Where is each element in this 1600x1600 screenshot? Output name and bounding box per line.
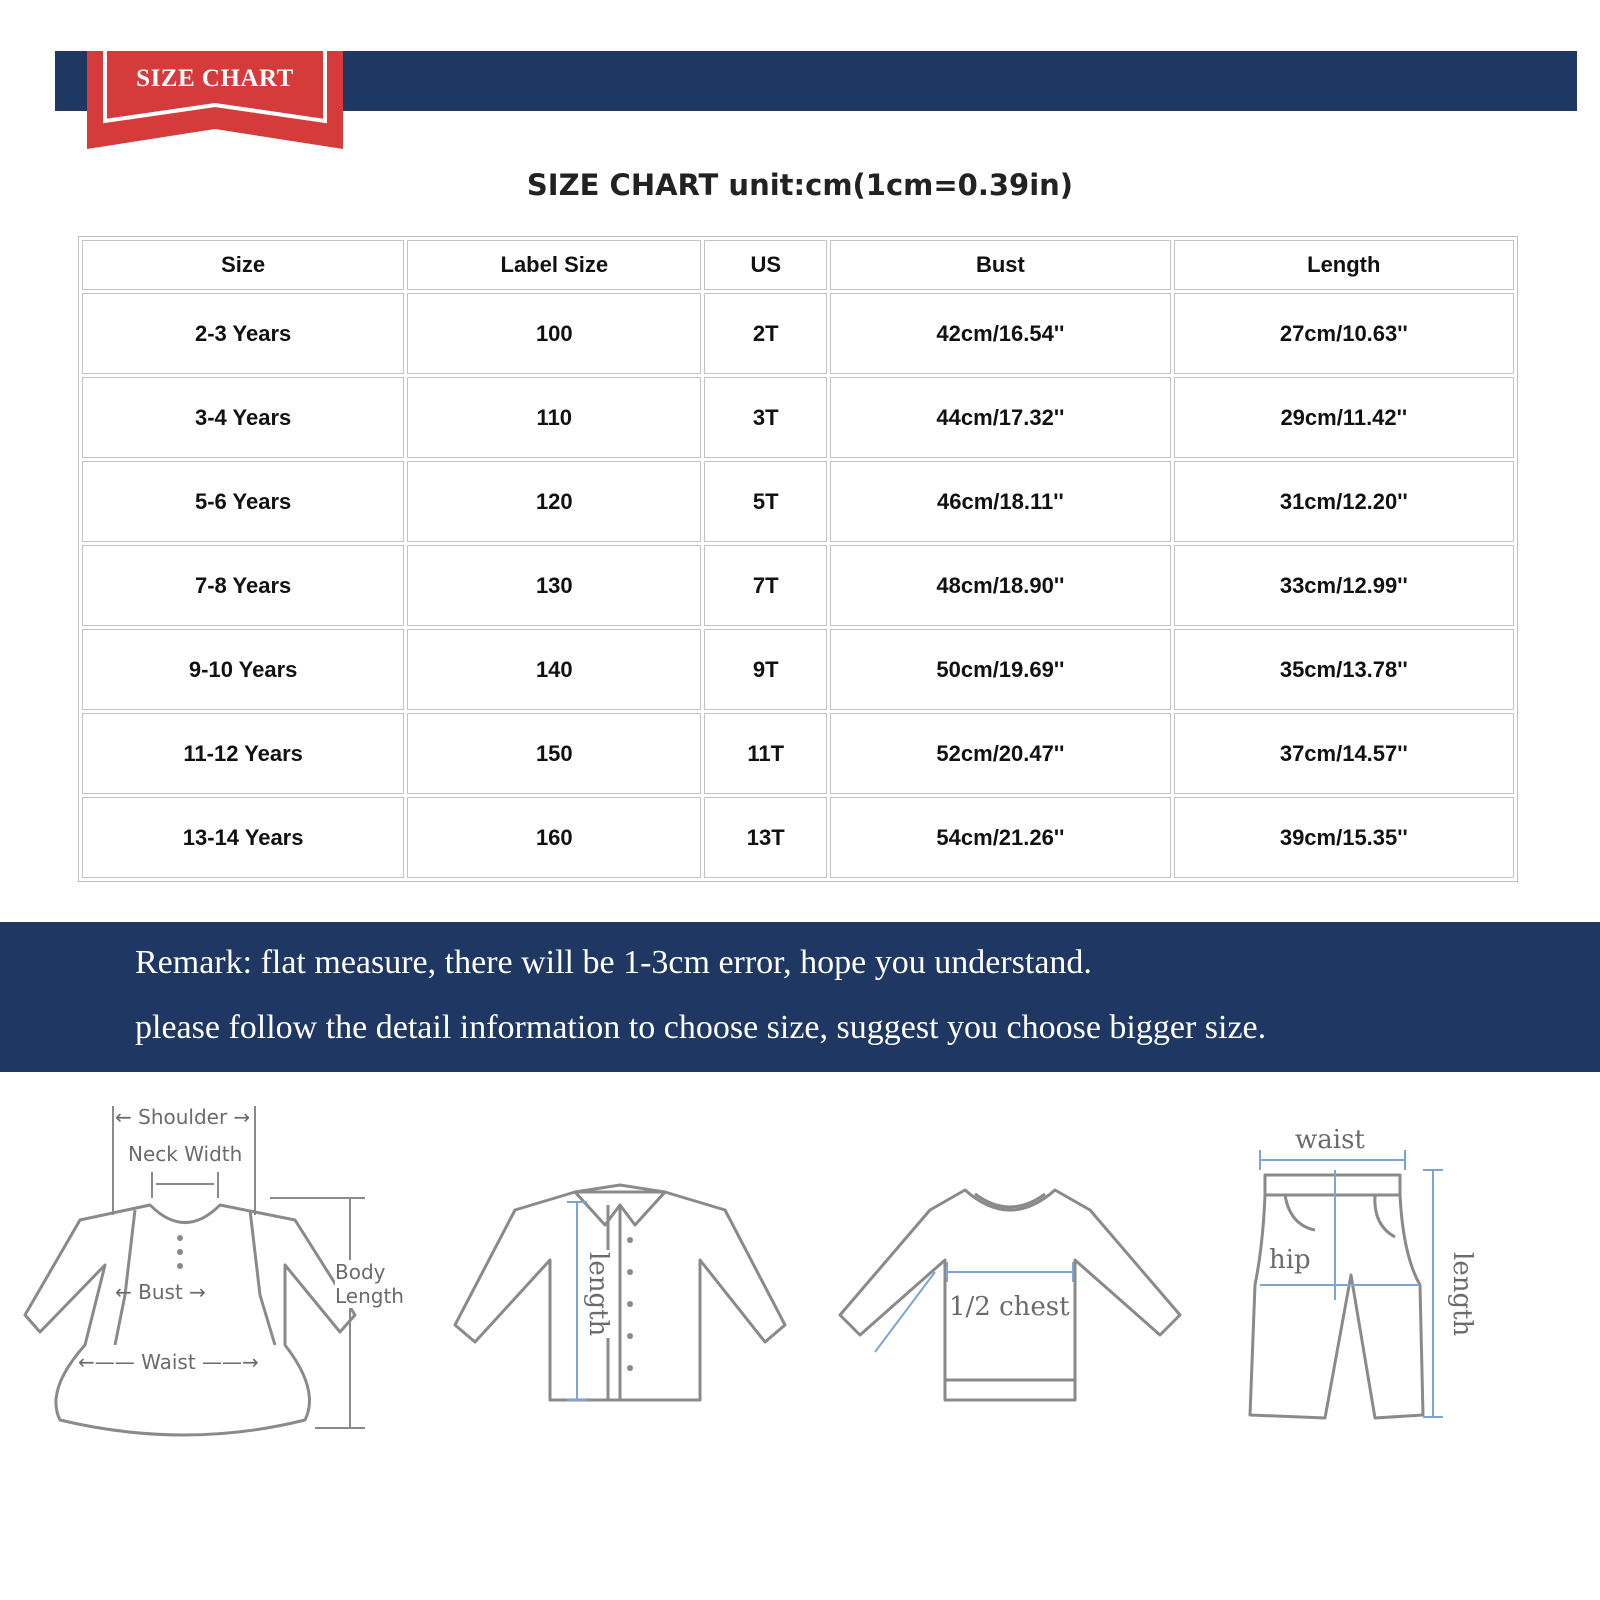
shoulder-label: ← Shoulder → (115, 1105, 251, 1129)
dress-diagram (15, 1100, 415, 1440)
table-row (82, 713, 1514, 794)
table-cell: 120 (407, 461, 701, 542)
table-cell: 9T (704, 629, 827, 710)
table-row (82, 377, 1514, 458)
pants-length-label: length (1447, 1252, 1477, 1337)
table-row (82, 797, 1514, 878)
table-cell: 46cm/18.11'' (830, 461, 1170, 542)
table-cell: 13-14 Years (82, 797, 404, 878)
column-header-label-size: Label Size (407, 240, 701, 290)
neck-width-label: Neck Width (128, 1142, 243, 1166)
table-cell: 11T (704, 713, 827, 794)
table-cell: 110 (407, 377, 701, 458)
waist-label: ←—— Waist ——→ (78, 1350, 259, 1374)
remark-line-2: please follow the detail information to choose size, suggest you choose bigger size. (135, 1009, 1267, 1046)
remark-band (0, 922, 1600, 1072)
table-cell: 7-8 Years (82, 545, 404, 626)
table-cell: 9-10 Years (82, 629, 404, 710)
table-cell: 140 (407, 629, 701, 710)
ribbon-label: SIZE CHART (136, 65, 294, 92)
table-cell: 31cm/12.20'' (1174, 461, 1514, 542)
bust-label: ← Bust → (115, 1280, 206, 1304)
shirt-length-label: length (583, 1252, 613, 1337)
body-length-label: Body Length (335, 1260, 404, 1308)
table-cell: 37cm/14.57'' (1174, 713, 1514, 794)
table-cell: 33cm/12.99'' (1174, 545, 1514, 626)
table-cell: 100 (407, 293, 701, 374)
table-cell: 52cm/20.47'' (830, 713, 1170, 794)
page-title: SIZE CHART unit:cm(1cm=0.39in) (526, 168, 1074, 202)
table-row (82, 629, 1514, 710)
chest-label: 1/2 chest (949, 1292, 1070, 1322)
table-cell: 50cm/19.69'' (830, 629, 1170, 710)
hip-label: hip (1269, 1245, 1311, 1275)
table-cell: 2-3 Years (82, 293, 404, 374)
table-cell: 13T (704, 797, 827, 878)
table-cell: 2T (704, 293, 827, 374)
table-row (82, 461, 1514, 542)
column-header-size: Size (82, 240, 404, 290)
table-row (82, 545, 1514, 626)
column-header-bust: Bust (830, 240, 1170, 290)
table-cell: 48cm/18.90'' (830, 545, 1170, 626)
table-cell: 44cm/17.32'' (830, 377, 1170, 458)
size-chart-ribbon (87, 51, 343, 151)
table-cell: 3T (704, 377, 827, 458)
column-header-length: Length (1174, 240, 1514, 290)
table-cell: 3-4 Years (82, 377, 404, 458)
table-cell: 5-6 Years (82, 461, 404, 542)
table-cell: 5T (704, 461, 827, 542)
table-header-row (82, 240, 1514, 290)
table-cell: 160 (407, 797, 701, 878)
pants-diagram (1255, 1125, 1495, 1435)
shirt-diagram (455, 1180, 795, 1410)
table-cell: 130 (407, 545, 701, 626)
remark-line-1: Remark: flat measure, there will be 1-3cm error, hope you understand. (135, 944, 1092, 981)
column-header-us: US (704, 240, 827, 290)
table-cell: 11-12 Years (82, 713, 404, 794)
waist-label-pants: waist (1295, 1125, 1365, 1155)
size-table (78, 236, 1518, 882)
table-cell: 39cm/15.35'' (1174, 797, 1514, 878)
table-row (82, 293, 1514, 374)
table-cell: 27cm/10.63'' (1174, 293, 1514, 374)
table-cell: 42cm/16.54'' (830, 293, 1170, 374)
table-cell: 54cm/21.26'' (830, 797, 1170, 878)
table-cell: 150 (407, 713, 701, 794)
table-cell: 7T (704, 545, 827, 626)
table-cell: 35cm/13.78'' (1174, 629, 1514, 710)
table-cell: 29cm/11.42'' (1174, 377, 1514, 458)
sweater-diagram (835, 1180, 1185, 1410)
